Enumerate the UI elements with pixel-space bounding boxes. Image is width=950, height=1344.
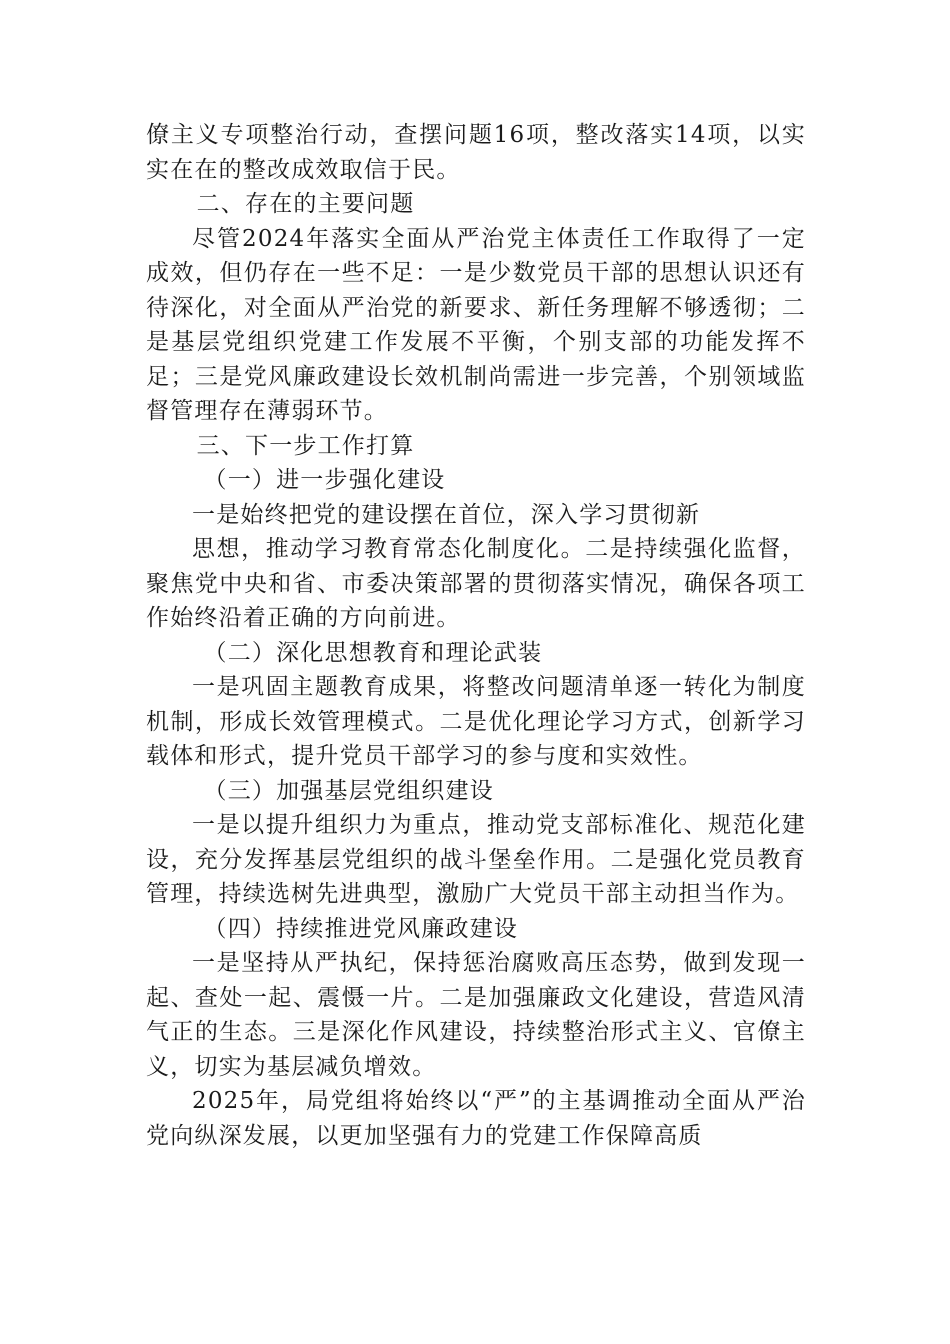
- subheading-1: （一）进一步强化建设: [203, 467, 446, 493]
- paragraph-closing: 2025年，局党组将始终以“严”的主基调推动全面从严治党向纵深发展，以更加坚强有力的党建工作保障高质: [146, 1088, 806, 1149]
- subheading-2: （二）深化思想教育和理论武装: [203, 639, 543, 666]
- subheading-4: （四）持续推进党风廉政建设: [203, 915, 519, 942]
- paragraph-2: 一是巩固主题教育成果，将整改问题清单逐一转化为制度机制，形成长效管理模式。二是优化理论学习方式，创新学习载体和形式，提升党员干部学习的参与度和实效性。: [146, 674, 806, 769]
- section-heading-problems: 二、存在的主要问题: [196, 191, 415, 217]
- paragraph-problems: 尽管2024年落实全面从严治党主体责任工作取得了一定成效，但仍存在一些不足：一是少数党员干部的思想认识还有待深化，对全面从严治党的新要求、新任务理解不够透彻；二是基层党组织党建工作发展不平衡，个别支部的功能发挥不足；三是党风廉政建设长效机制尚需进一步完善，个别领域监督管理存在薄弱环节。: [146, 225, 806, 424]
- document-page: [146, 118, 806, 1153]
- subheading-3: （三）加强基层党组织建设: [203, 777, 494, 804]
- paragraph-4: 一是坚持从严执纪，保持惩治腐败高压态势，做到发现一起、查处一起、震慑一片。二是加强廉政文化建设，营造风清气正的生态。三是深化作风建设，持续整治形式主义、官僚主义，切实为基层减负增效。: [146, 950, 806, 1080]
- paragraph-1b: 思想，推动学习教育常态化制度化。二是持续强化监督，聚焦党中央和省、市委决策部署的贯彻落实情况，确保各项工作始终沿着正确的方向前进。: [146, 536, 806, 631]
- paragraph-1a: 一是始终把党的建设摆在首位，深入学习贯彻新: [192, 501, 701, 528]
- paragraph-continuation: 僚主义专项整治行动，查摆问题16项，整改落实14项，以实实在在的整改成效取信于民。: [146, 122, 806, 183]
- paragraph-3: 一是以提升组织力为重点，推动党支部标准化、规范化建设，充分发挥基层党组织的战斗堡垒作用。二是强化党员教育管理，持续选树先进典型，激励广大党员干部主动担当作为。: [146, 812, 806, 907]
- section-heading-next-steps: 三、下一步工作打算: [196, 432, 415, 459]
